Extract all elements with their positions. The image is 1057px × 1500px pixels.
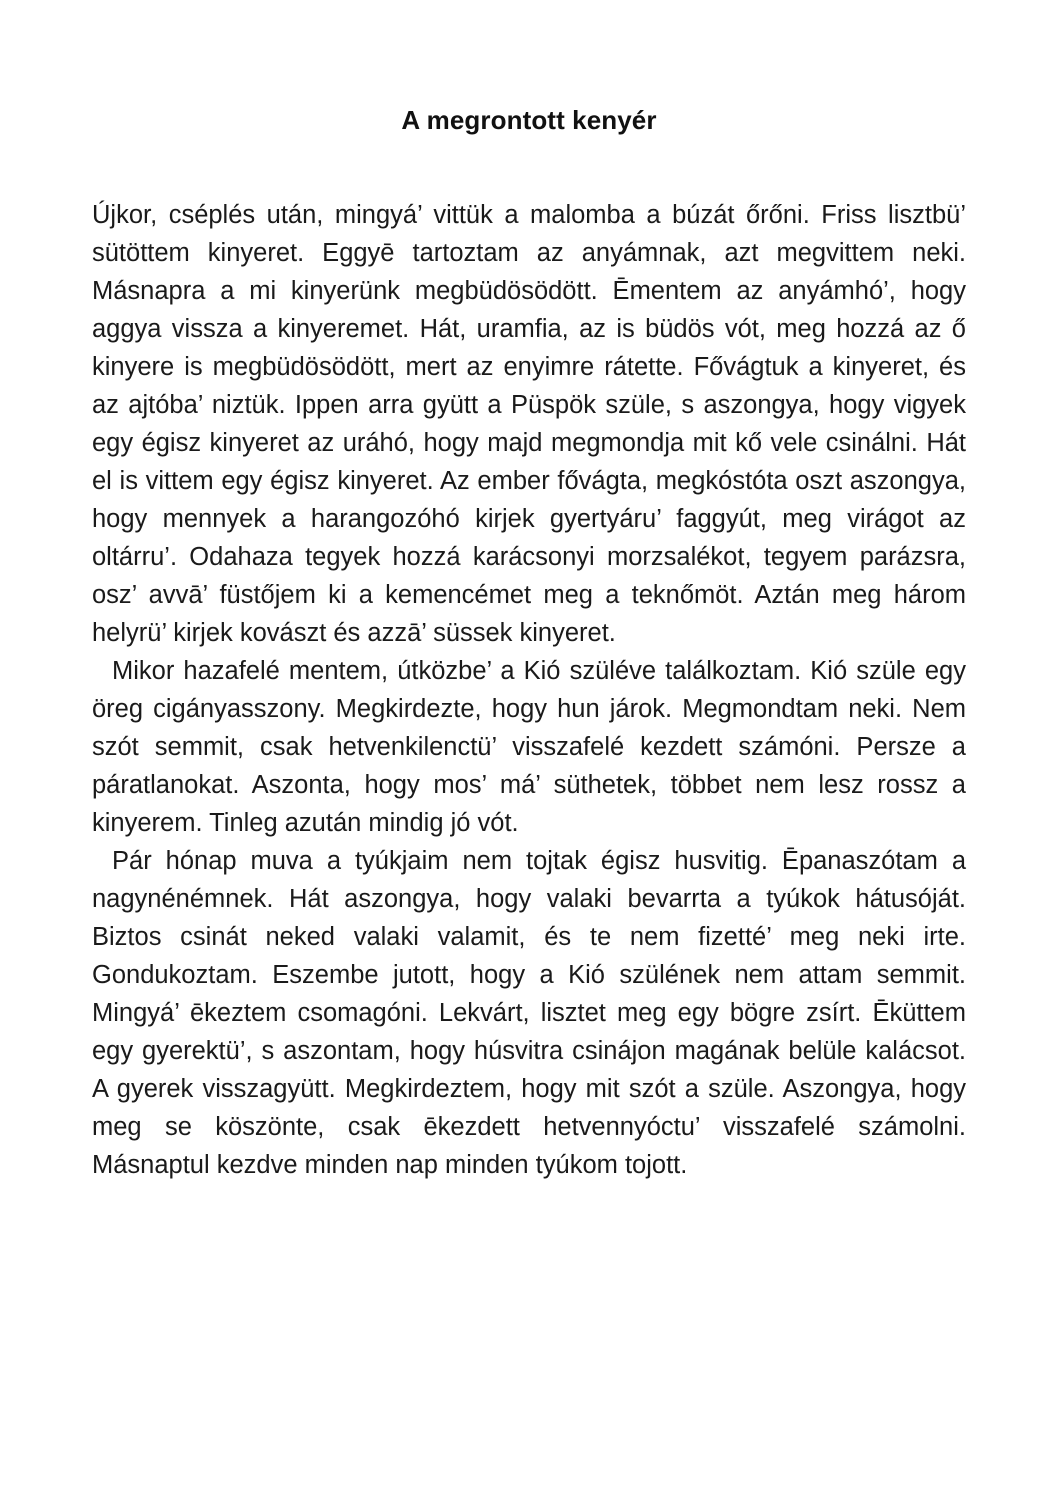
paragraph-2: Mikor hazafelé mentem, útközbe’ a Kió szüléve találkoztam. Kió szüle egy öreg cigányasszony. Megkirdezte, hogy hun járok. Megmondtam neki. Nem szót semmit, csak hetvenkilenctü’ visszafelé kezdett számóni. Persze a páratlanokat. Aszonta, hogy mos’ má’ süthetek, többet nem lesz rossz a kinyerem. Tinleg azután mindig jó vót. (92, 657, 966, 837)
paragraph-3: Pár hónap muva a tyúkjaim nem tojtak égisz husvitig. Ēpanaszótam a nagynénémnek. Hát aszongya, hogy valaki bevarrta a tyúkok hátusóját. Biztos csinát neked valaki valamit, és te nem fizetté’ meg neki irte. Gondukoztam. Eszembe jutott, hogy a Kió szülének nem attam semmit. Mingyá’ ēkeztem csomagóni. Lekvárt, lisztet meg egy bögre zsírt. Ēküttem egy gyerektü’, s aszontam, hogy húsvitra csinájon magának belüle kalácsot. A gyerek visszagyütt. Megkirdeztem, hogy mit szót a szüle. Aszongya, hogy meg se köszönte, csak ēkezdett hetvennyóctu’ visszafelé számolni. Másnaptul kezdve minden nap minden tyúkom tojott. (92, 847, 966, 1179)
paragraph-1: Újkor, cséplés után, mingyá’ vittük a malomba a búzát őrőni. Friss lisztbü’ sütöttem kinyeret. Eggyē tartoztam az anyámnak, azt megvittem neki. Másnapra a mi kinyerünk megbüdösödött. Ēmentem az anyámhó’, hogy aggya vissza a kinyeremet. Hát, uramfia, az is büdös vót, meg hozzá az ő kinyere is megbüdösödött, mert az enyimre rátette. Fővágtuk a kinyeret, és az ajtóba’ niztük. Ippen arra gyütt a Püspök szüle, s aszongya, hogy vigyek egy égisz kinyeret az uráhó, hogy majd megmondja mit kő vele csinálni. Hát el is vittem egy égisz kinyeret. Az ember fővágta, megkóstóta oszt aszongya, hogy mennyek a harangozóhó kirjek gyertyáru’ faggyút, meg virágot az oltárru’. Odahaza tegyek hozzá karácsonyi morzsalékot, tegyem parázsra, osz’ avvā’ füstőjem ki a kemencémet meg a teknőmöt. Aztán meg három helyrü’ kirjek kovászt és azzā’ süssek kinyeret. (92, 201, 966, 647)
document-body (92, 196, 966, 1184)
page-title: A megrontott kenyér (401, 105, 657, 136)
